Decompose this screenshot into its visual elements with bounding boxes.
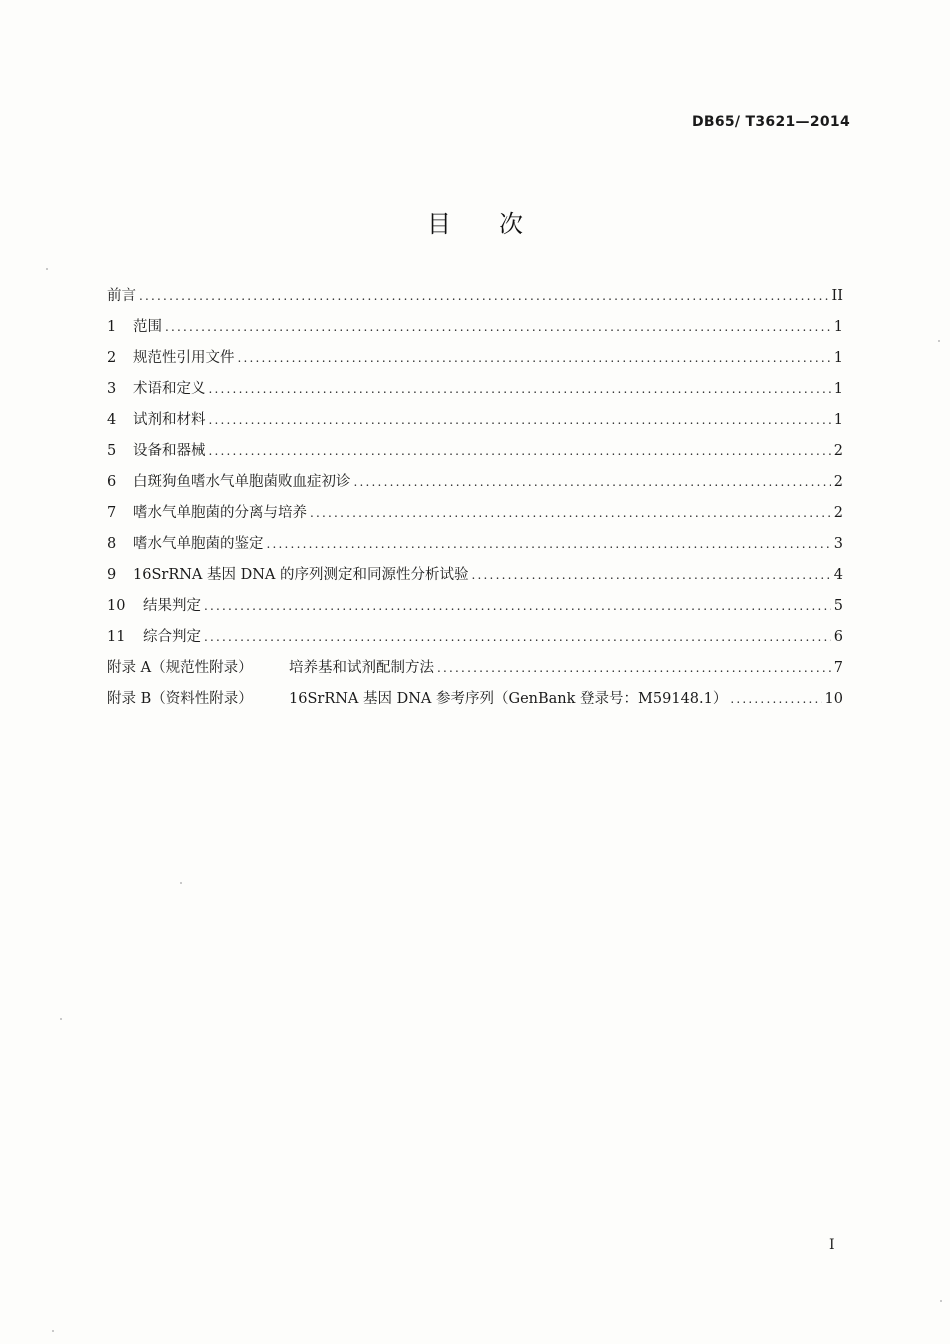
page-title: [0, 204, 950, 239]
toc-leader-dots: [139, 289, 829, 303]
toc-page-number: 3: [833, 536, 843, 552]
toc-entry-number: 11: [107, 629, 126, 645]
scan-speck: [180, 882, 182, 884]
toc-leader-dots: [204, 630, 831, 644]
toc-leader-dots: [310, 506, 831, 520]
toc-appendix-label: 附录 B（资料性附录）: [107, 691, 253, 707]
toc-entry-7[interactable]: [107, 501, 843, 532]
scan-speck: [938, 340, 940, 342]
toc-appendix-label: 附录 A（规范性附录）: [107, 660, 253, 676]
toc-entry-8[interactable]: [107, 532, 843, 563]
toc-page-number: 1: [833, 381, 843, 397]
toc-leader-dots: [209, 444, 831, 458]
toc-entry-title: 培养基和试剂配制方法: [289, 660, 434, 676]
toc-entry-title: 综合判定: [143, 629, 201, 645]
toc-leader-dots: [165, 320, 831, 334]
toc-entry-2[interactable]: [107, 346, 843, 377]
toc-leader-dots: [730, 692, 821, 706]
toc-leader-dots: [267, 537, 831, 551]
toc-entry-title: 嗜水气单胞菌的分离与培养: [133, 505, 307, 521]
toc-entry-10[interactable]: [107, 594, 843, 625]
title-char-1: 目: [427, 210, 451, 238]
toc-entry-title: 术语和定义: [133, 381, 206, 397]
toc-page-number: 7: [833, 660, 843, 676]
table-of-contents: [107, 284, 843, 718]
toc-entry-title: 16SrRNA 基因 DNA 的序列测定和同源性分析试验: [133, 567, 469, 583]
page-number: I: [829, 1237, 835, 1253]
scan-speck: [52, 1330, 54, 1332]
toc-leader-dots: [209, 382, 831, 396]
toc-entry-number: 6: [107, 474, 117, 490]
toc-page-number: 1: [833, 350, 843, 366]
toc-entry-number: 9: [107, 567, 117, 583]
toc-page-number: 2: [833, 443, 843, 459]
toc-entry-appendix-a[interactable]: [107, 656, 843, 687]
toc-page-number: 2: [833, 505, 843, 521]
toc-entry-number: 8: [107, 536, 117, 552]
toc-entry-9[interactable]: [107, 563, 843, 594]
toc-entry-foreword[interactable]: [107, 284, 843, 315]
toc-entry-6[interactable]: [107, 470, 843, 501]
toc-entry-title: 规范性引用文件: [133, 350, 235, 366]
toc-entry-title: 范围: [133, 319, 162, 335]
scan-speck: [60, 1018, 62, 1020]
title-char-2: 次: [499, 210, 523, 238]
toc-page-number: 2: [833, 474, 843, 490]
toc-entry-4[interactable]: [107, 408, 843, 439]
toc-entry-title: 设备和器械: [133, 443, 206, 459]
toc-entry-title: 16SrRNA 基因 DNA 参考序列（GenBank 登录号：M59148.1）: [289, 691, 728, 707]
toc-leader-dots: [238, 351, 831, 365]
toc-entry-1[interactable]: [107, 315, 843, 346]
toc-entry-number: 10: [107, 598, 126, 614]
toc-entry-title: 试剂和材料: [133, 412, 206, 428]
toc-page-number: 5: [833, 598, 843, 614]
scan-speck: [940, 1300, 942, 1302]
toc-entry-appendix-b[interactable]: [107, 687, 843, 718]
toc-page-number: 1: [833, 412, 843, 428]
toc-entry-number: 1: [107, 319, 117, 335]
toc-entry-title: 结果判定: [143, 598, 201, 614]
toc-entry-number: 5: [107, 443, 117, 459]
toc-leader-dots: [209, 413, 831, 427]
toc-entry-number: 3: [107, 381, 117, 397]
document-code: DB65/ T3621—2014: [691, 114, 850, 130]
toc-page-number: 10: [824, 691, 843, 707]
toc-entry-title: 白斑狗鱼嗜水气单胞菌败血症初诊: [133, 474, 351, 490]
toc-entry-11[interactable]: [107, 625, 843, 656]
toc-page-number: II: [831, 288, 843, 304]
toc-leader-dots: [204, 599, 831, 613]
toc-leader-dots: [354, 475, 831, 489]
scan-speck: [46, 268, 48, 270]
toc-entry-title: 前言: [107, 288, 136, 304]
toc-entry-number: 4: [107, 412, 117, 428]
toc-entry-3[interactable]: [107, 377, 843, 408]
toc-entry-5[interactable]: [107, 439, 843, 470]
toc-entry-number: 7: [107, 505, 117, 521]
toc-entry-number: 2: [107, 350, 117, 366]
toc-leader-dots: [437, 661, 831, 675]
toc-page-number: 6: [833, 629, 843, 645]
toc-page-number: 4: [833, 567, 843, 583]
toc-entry-title: 嗜水气单胞菌的鉴定: [133, 536, 264, 552]
toc-leader-dots: [472, 568, 831, 582]
toc-page-number: 1: [833, 319, 843, 335]
